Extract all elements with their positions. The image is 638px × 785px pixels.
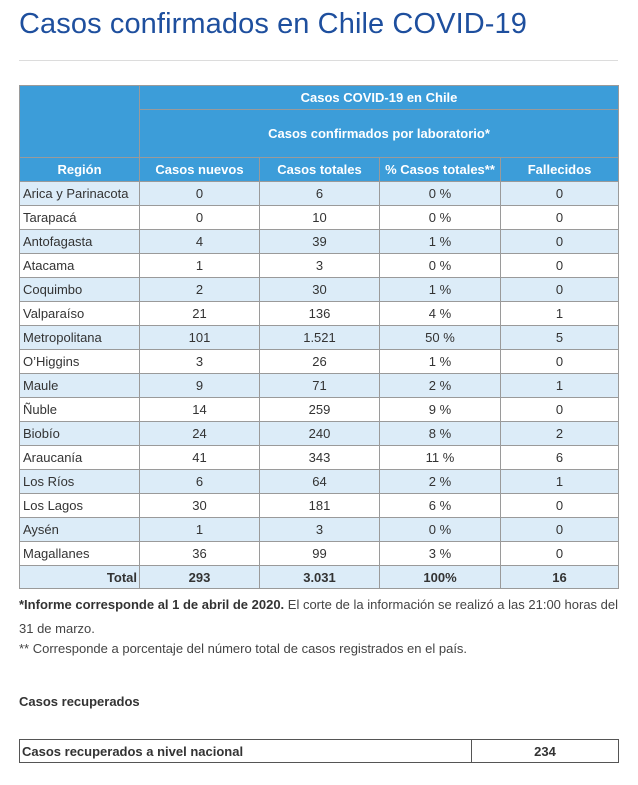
value-cell: 1 % [380,278,501,302]
recovered-label: Casos recuperados a nivel nacional [20,740,472,763]
value-cell: 2 % [380,374,501,398]
value-cell: 0 [140,206,260,230]
region-cell: Maule [20,374,140,398]
value-cell: 39 [260,230,380,254]
table-row [20,350,619,374]
column-header: Fallecidos [501,158,619,182]
value-cell: 6 [140,470,260,494]
table-row [20,542,619,566]
region-cell: Ñuble [20,398,140,422]
value-cell: 101 [140,326,260,350]
value-cell: 1 [140,254,260,278]
table-row [20,494,619,518]
table-row [20,302,619,326]
value-cell: 30 [260,278,380,302]
total-label: Total [20,566,140,589]
footnote-report-date-bold: *Informe corresponde al 1 de abril de 2020. [19,597,285,612]
value-cell: 21 [140,302,260,326]
recovered-title: Casos recuperados [19,694,140,709]
column-header: % Casos totales** [380,158,501,182]
value-cell: 0 % [380,182,501,206]
table-row [20,398,619,422]
value-cell: 99 [260,542,380,566]
value-cell: 343 [260,446,380,470]
value-cell: 0 [501,182,619,206]
value-cell: 1 % [380,350,501,374]
page-title: Casos confirmados en Chile COVID-19 [19,8,527,40]
value-cell: 6 [260,182,380,206]
total-value: 3.031 [260,566,380,589]
value-cell: 36 [140,542,260,566]
value-cell: 9 [140,374,260,398]
title-divider [19,60,618,61]
value-cell: 4 [140,230,260,254]
value-cell: 3 % [380,542,501,566]
table-row [20,326,619,350]
value-cell: 0 [501,542,619,566]
value-cell: 0 % [380,254,501,278]
value-cell: 6 % [380,494,501,518]
table-row [20,446,619,470]
value-cell: 71 [260,374,380,398]
value-cell: 9 % [380,398,501,422]
value-cell: 1.521 [260,326,380,350]
footnotes [19,593,619,641]
value-cell: 11 % [380,446,501,470]
value-cell: 136 [260,302,380,326]
region-cell: Atacama [20,254,140,278]
value-cell: 1 [501,470,619,494]
region-cell: Magallanes [20,542,140,566]
value-cell: 3 [260,518,380,542]
value-cell: 0 [501,278,619,302]
value-cell: 24 [140,422,260,446]
total-row [20,566,619,589]
table-row [20,422,619,446]
recovered-value: 234 [472,740,619,763]
value-cell: 0 [140,182,260,206]
total-value: 16 [501,566,619,589]
value-cell: 10 [260,206,380,230]
region-cell: Biobío [20,422,140,446]
value-cell: 4 % [380,302,501,326]
value-cell: 50 % [380,326,501,350]
total-value: 293 [140,566,260,589]
region-cell: Valparaíso [20,302,140,326]
value-cell: 30 [140,494,260,518]
footnote-report-date-rest: El corte de la información se realizó a las 21:00 horas del 31 de marzo. [19,597,619,636]
value-cell: 0 [501,398,619,422]
table-row [20,278,619,302]
value-cell: 41 [140,446,260,470]
region-cell: Antofagasta [20,230,140,254]
region-cell: Araucanía [20,446,140,470]
column-header: Región [20,158,140,182]
value-cell: 0 [501,254,619,278]
value-cell: 3 [140,350,260,374]
region-cell: Arica y Parinacota [20,182,140,206]
value-cell: 2 [140,278,260,302]
value-cell: 1 % [380,230,501,254]
covid-cases-table [19,85,619,589]
footnote-report-date [19,593,619,641]
value-cell: 2 [501,422,619,446]
cases-table-body [20,182,619,589]
region-cell: Metropolitana [20,326,140,350]
table-row [20,470,619,494]
column-header: Casos totales [260,158,380,182]
region-cell: Aysén [20,518,140,542]
column-header-row [20,158,619,182]
value-cell: 1 [140,518,260,542]
value-cell: 64 [260,470,380,494]
value-cell: 8 % [380,422,501,446]
value-cell: 1 [501,302,619,326]
footnote-percentage: ** Corresponde a porcentaje del número total de casos registrados en el país. [19,641,468,656]
value-cell: 1 [501,374,619,398]
table-row [20,518,619,542]
table-row [20,254,619,278]
value-cell: 0 [501,350,619,374]
total-value: 100% [380,566,501,589]
value-cell: 0 [501,206,619,230]
table-row [20,182,619,206]
sub-header: Casos confirmados por laboratorio* [140,110,619,158]
table-row [20,230,619,254]
region-cell: Los Ríos [20,470,140,494]
value-cell: 26 [260,350,380,374]
value-cell: 0 [501,494,619,518]
recovered-row [20,740,619,763]
value-cell: 0 % [380,518,501,542]
table-row [20,206,619,230]
value-cell: 0 [501,230,619,254]
value-cell: 0 % [380,206,501,230]
value-cell: 240 [260,422,380,446]
value-cell: 5 [501,326,619,350]
header-blank-cell [20,86,140,158]
group-header: Casos COVID-19 en Chile [140,86,619,110]
value-cell: 3 [260,254,380,278]
region-cell: O’Higgins [20,350,140,374]
region-cell: Los Lagos [20,494,140,518]
value-cell: 0 [501,518,619,542]
recovered-table [19,739,619,763]
column-header: Casos nuevos [140,158,260,182]
value-cell: 259 [260,398,380,422]
value-cell: 14 [140,398,260,422]
value-cell: 6 [501,446,619,470]
value-cell: 2 % [380,470,501,494]
region-cell: Tarapacá [20,206,140,230]
table-row [20,374,619,398]
region-cell: Coquimbo [20,278,140,302]
value-cell: 181 [260,494,380,518]
